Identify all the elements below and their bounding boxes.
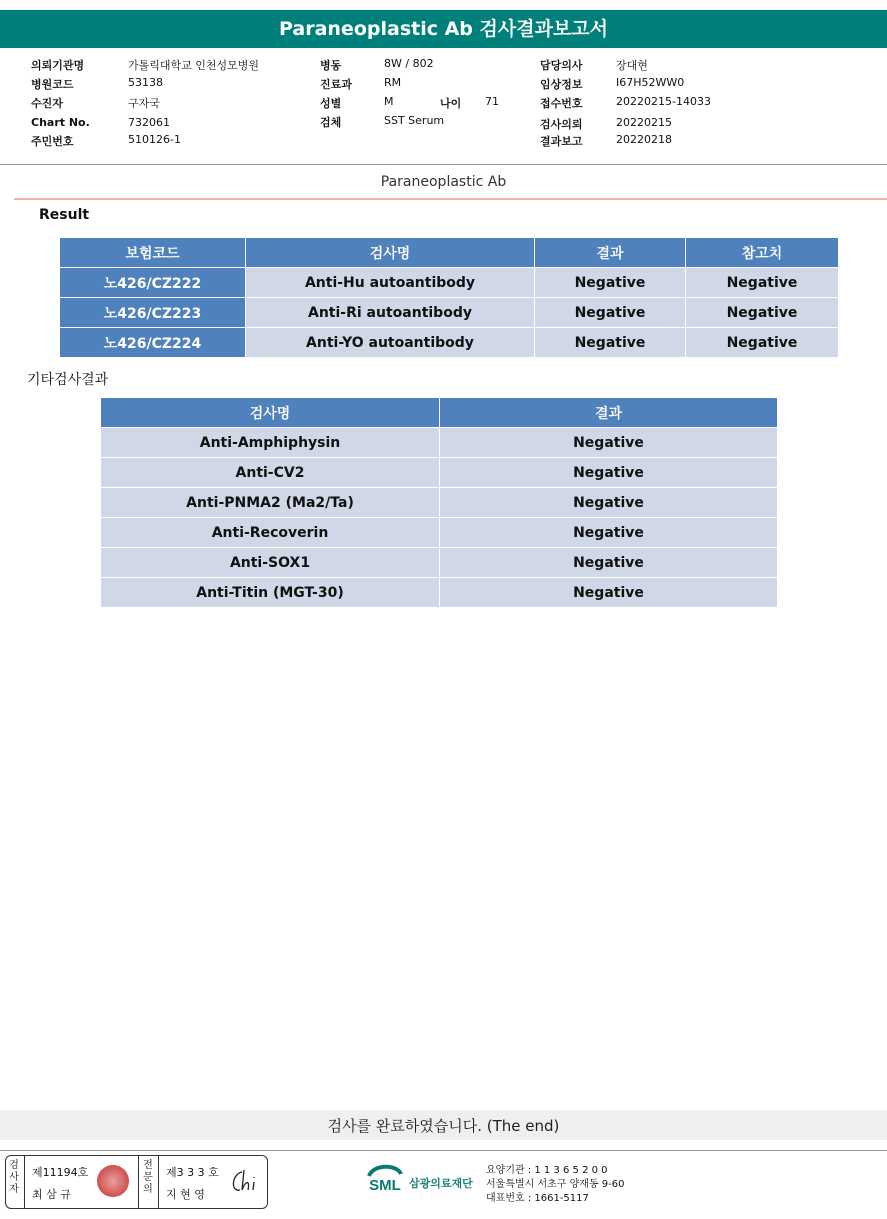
section-divider [14,198,887,200]
org-info [486,1164,625,1206]
divider [158,1156,159,1208]
label-receipt-no: 접수번호 [540,97,583,110]
table-header-row [60,238,839,268]
org-phone: 대표번호 : 1661-5117 [486,1193,589,1204]
org-address: 서울특별시 서초구 양재동 9-60 [486,1179,625,1190]
value-doctor: 장대현 [616,59,648,72]
value-hospital-code: 53138 [128,76,163,89]
specialist-name: 지 현 영 [166,1188,205,1201]
examiner-name: 최 삼 규 [32,1188,71,1201]
sml-logo-icon [365,1162,405,1198]
table-row [101,488,778,518]
label-report-date: 결과보고 [540,135,583,148]
table-row [60,298,839,328]
divider [0,164,887,165]
other-heading: 기타검사결과 [27,372,109,388]
col-result: 결과 [440,398,778,428]
label-request-date: 검사의뢰 [540,118,583,131]
other-table [101,398,778,608]
col-reference: 참고치 [686,238,839,268]
examiner-license: 제11194호 [32,1166,89,1179]
logo-text: SML [369,1177,401,1194]
cell-result: Negative [535,268,686,298]
cell-test: Anti-Hu autoantibody [246,268,535,298]
cell-result: Negative [440,518,778,548]
label-patient: 수진자 [31,97,63,110]
col-insurance-code: 보험코드 [60,238,246,268]
cell-code: 노426/CZ222 [60,268,246,298]
cell-test: Anti-SOX1 [101,548,440,578]
result-heading: Result [39,207,90,223]
org-code: 요양기관 : 1 1 3 6 5 2 0 0 [486,1165,608,1176]
label-id-number: 주민번호 [31,135,74,148]
cell-result: Negative [440,578,778,608]
cell-test: Anti-YO autoantibody [246,328,535,358]
label-hospital-code: 병원코드 [31,78,74,91]
cell-test: Anti-Amphiphysin [101,428,440,458]
section-title: Paraneoplastic Ab [380,174,507,190]
cell-result: Negative [440,458,778,488]
label-department: 진료과 [320,78,352,91]
label-specimen: 검체 [320,116,342,129]
signature-icon [228,1166,264,1198]
seal-stamp [97,1165,129,1197]
patient-info [0,0,887,160]
label-sex: 성별 [320,97,342,110]
value-request-date: 20220215 [616,116,672,129]
specialist-label: 전문의 [143,1160,153,1195]
signature-box [5,1155,268,1209]
cell-test: Anti-Titin (MGT-30) [101,578,440,608]
value-age: 71 [485,95,499,108]
examiner-label: 검사자 [9,1160,19,1195]
table-row [101,578,778,608]
cell-test: Anti-Recoverin [101,518,440,548]
footer-divider [0,1150,887,1151]
col-test-name: 검사명 [246,238,535,268]
divider [24,1156,25,1208]
value-report-date: 20220218 [616,133,672,146]
result-table [60,238,839,358]
label-ward: 병동 [320,59,342,72]
table-header-row [101,398,778,428]
cell-result: Negative [440,548,778,578]
value-institution: 가톨릭대학교 인천성모병원 [128,59,260,72]
value-clinical-info: I67H52WW0 [616,76,685,89]
cell-ref: Negative [686,328,839,358]
value-sex: M [384,95,394,108]
col-test-name: 검사명 [101,398,440,428]
cell-result: Negative [440,428,778,458]
value-receipt-no: 20220215-14033 [616,95,711,108]
table-row [101,548,778,578]
cell-ref: Negative [686,268,839,298]
specialist-license: 제3 3 3 호 [166,1166,219,1179]
table-row [60,268,839,298]
cell-result: Negative [535,298,686,328]
report-title: Paraneoplastic Ab 검사결과보고서 [0,10,887,48]
cell-code: 노426/CZ224 [60,328,246,358]
label-age: 나이 [440,97,462,110]
org-name: 삼광의료재단 [409,1177,473,1190]
value-patient: 구자국 [128,97,160,110]
cell-code: 노426/CZ223 [60,298,246,328]
cell-test: Anti-PNMA2 (Ma2/Ta) [101,488,440,518]
value-chart-no: 732061 [128,116,170,129]
table-row [101,518,778,548]
label-doctor: 담당의사 [540,59,583,72]
value-ward: 8W / 802 [384,57,434,70]
cell-test: Anti-Ri autoantibody [246,298,535,328]
table-row [101,458,778,488]
label-clinical-info: 임상정보 [540,78,583,91]
cell-result: Negative [440,488,778,518]
cell-result: Negative [535,328,686,358]
cell-ref: Negative [686,298,839,328]
value-department: RM [384,76,402,89]
end-text: 검사를 완료하였습니다. (The end) [327,1117,560,1135]
label-institution: 의뢰기관명 [31,59,85,72]
value-specimen: SST Serum [384,114,445,127]
col-result: 결과 [535,238,686,268]
divider [138,1156,139,1208]
label-chart-no: Chart No. [31,116,90,129]
table-row [101,428,778,458]
cell-test: Anti-CV2 [101,458,440,488]
table-row [60,328,839,358]
value-id-number: 510126-1 [128,133,181,146]
